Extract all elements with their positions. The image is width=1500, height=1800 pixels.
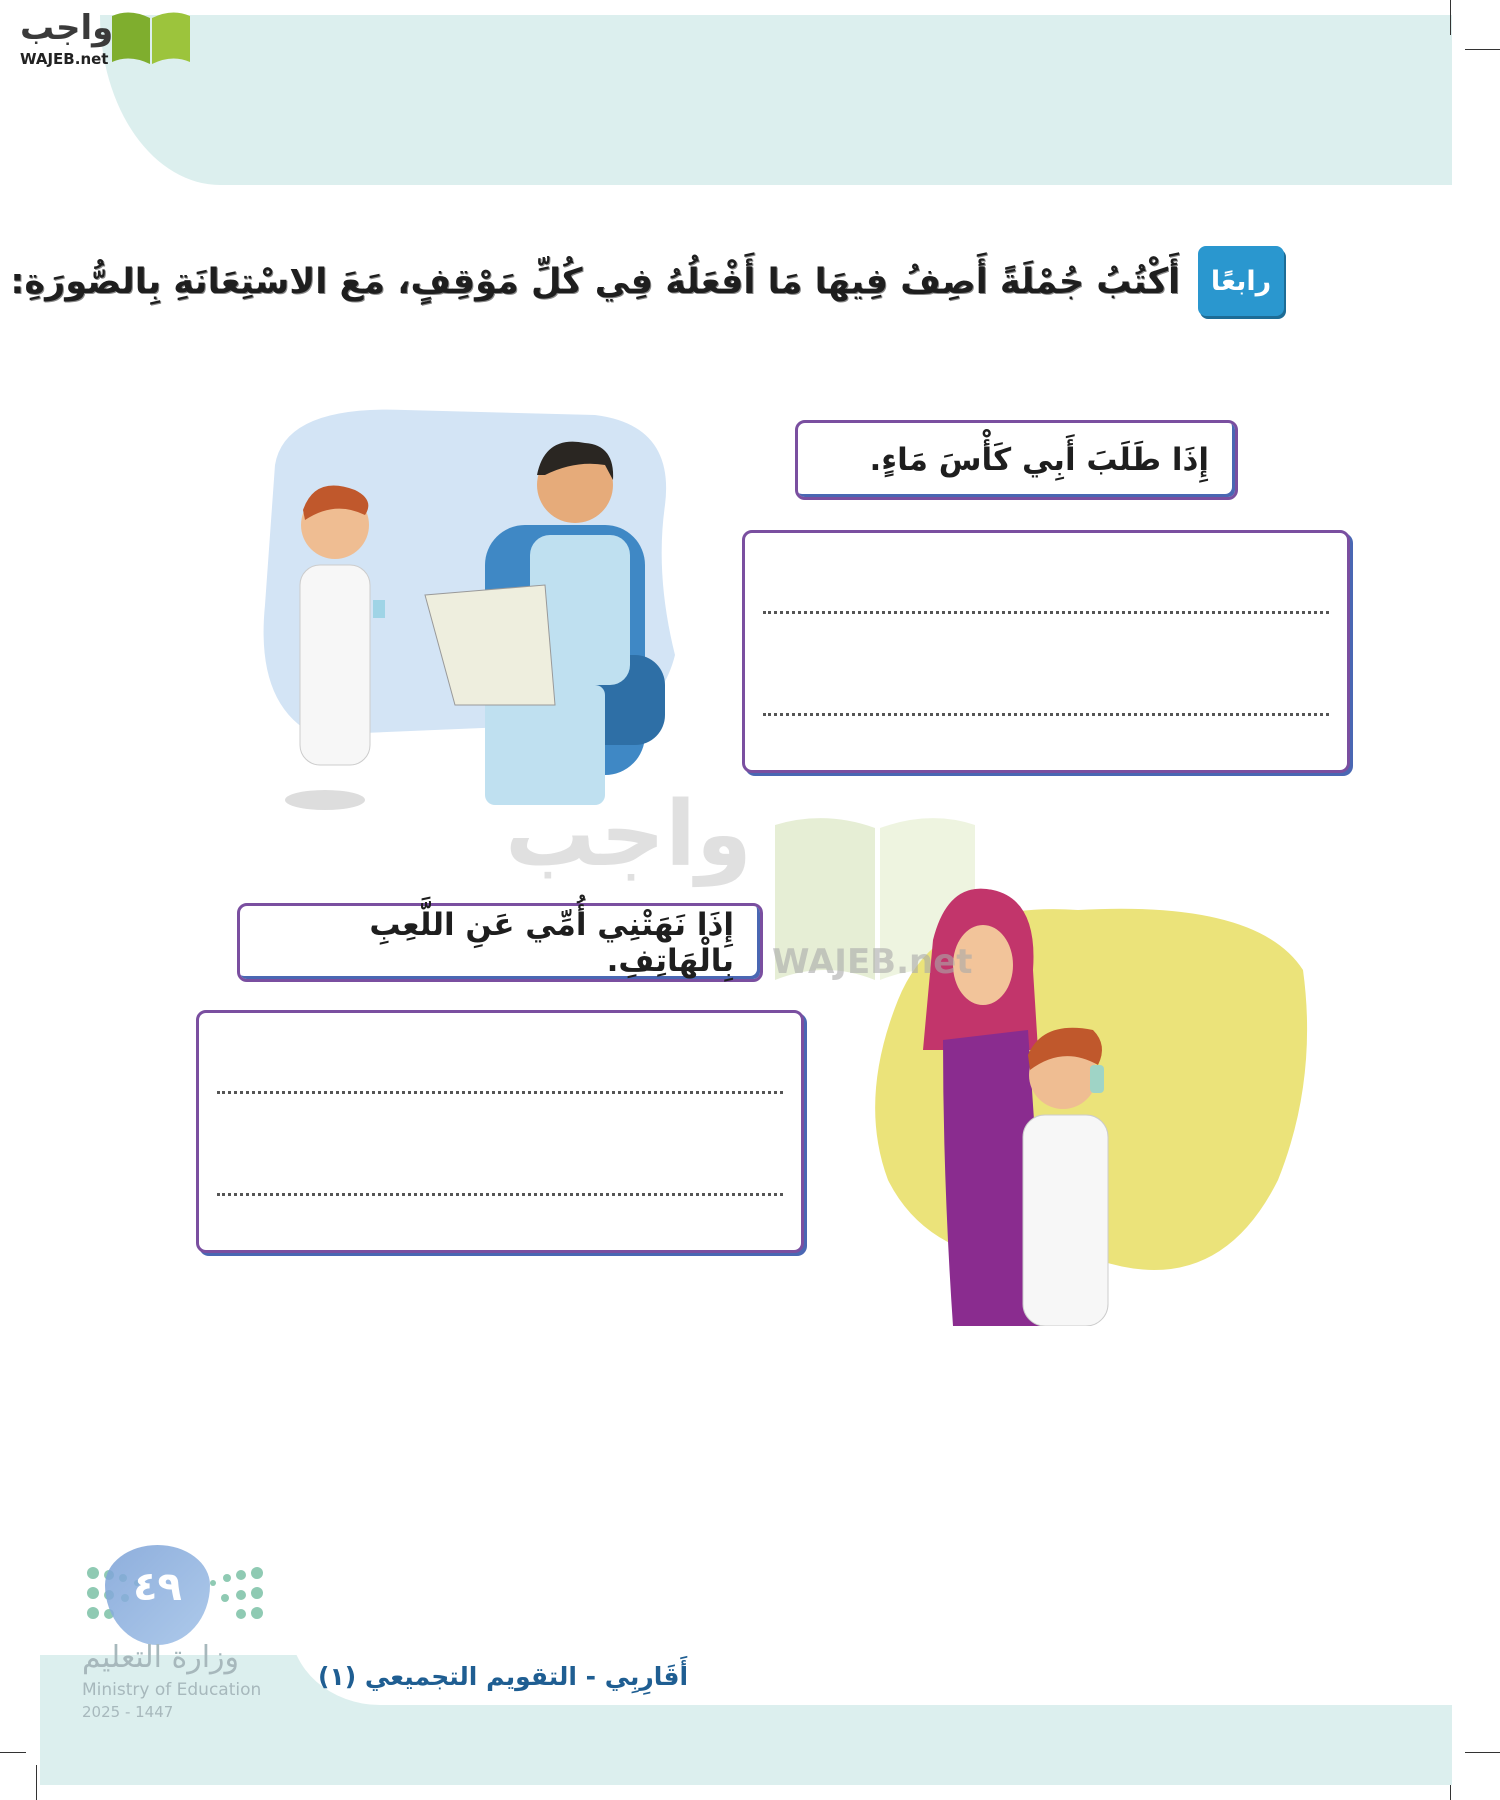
prompt-text: إِذَا نَهَتْنِي أُمِّي عَنِ اللَّعِبِ بِالْهَاتِفِ.: [369, 906, 734, 979]
instruction-title: أَكْتُبُ جُمْلَةً أَصِفُ فِيهَا مَا أَفْعَلُهُ فِي كُلِّ مَوْقِفٍ، مَعَ الاسْتِعَانَةِ بِالصُّورَةِ:: [10, 262, 1180, 302]
answer-line[interactable]: [217, 1193, 783, 1196]
crop-mark: [1465, 49, 1500, 50]
page-number: ٤٩: [133, 1564, 182, 1610]
watermark-text-ar: واجب: [505, 782, 752, 887]
crop-mark: [1465, 1752, 1500, 1753]
ministry-name-en: Ministry of Education: [82, 1680, 262, 1700]
ministry-name-ar: وزارة التعليم: [82, 1640, 240, 1675]
answer-box-1[interactable]: [742, 530, 1350, 773]
section-badge: رابعًا: [1198, 246, 1284, 316]
answer-box-2[interactable]: [196, 1010, 804, 1253]
logo-text-ar: واجب: [20, 8, 114, 48]
answer-line[interactable]: [217, 1091, 783, 1094]
book-icon: [108, 6, 194, 66]
wajeb-logo: [8, 6, 193, 68]
crop-mark: [1450, 0, 1451, 35]
answer-line[interactable]: [763, 713, 1329, 716]
crop-mark: [36, 1765, 37, 1800]
situation-prompt-2: [237, 903, 763, 982]
ministry-year: 2025 - 1447: [82, 1703, 174, 1721]
logo-text-en: WAJEB.net: [20, 50, 109, 68]
answer-line[interactable]: [763, 611, 1329, 614]
prompt-text: إِذَا طَلَبَ أَبِي كَأْسَ مَاءٍ.: [869, 442, 1209, 478]
father-son-illustration: [255, 405, 715, 825]
watermark-text-en: WAJEB.net: [772, 942, 973, 982]
header-band: [100, 15, 1452, 185]
crop-mark: [0, 1752, 26, 1753]
footer-unit-title: أَقَارِبِي - التقويم التجميعي (١): [318, 1662, 689, 1691]
situation-prompt-1: [795, 420, 1238, 500]
